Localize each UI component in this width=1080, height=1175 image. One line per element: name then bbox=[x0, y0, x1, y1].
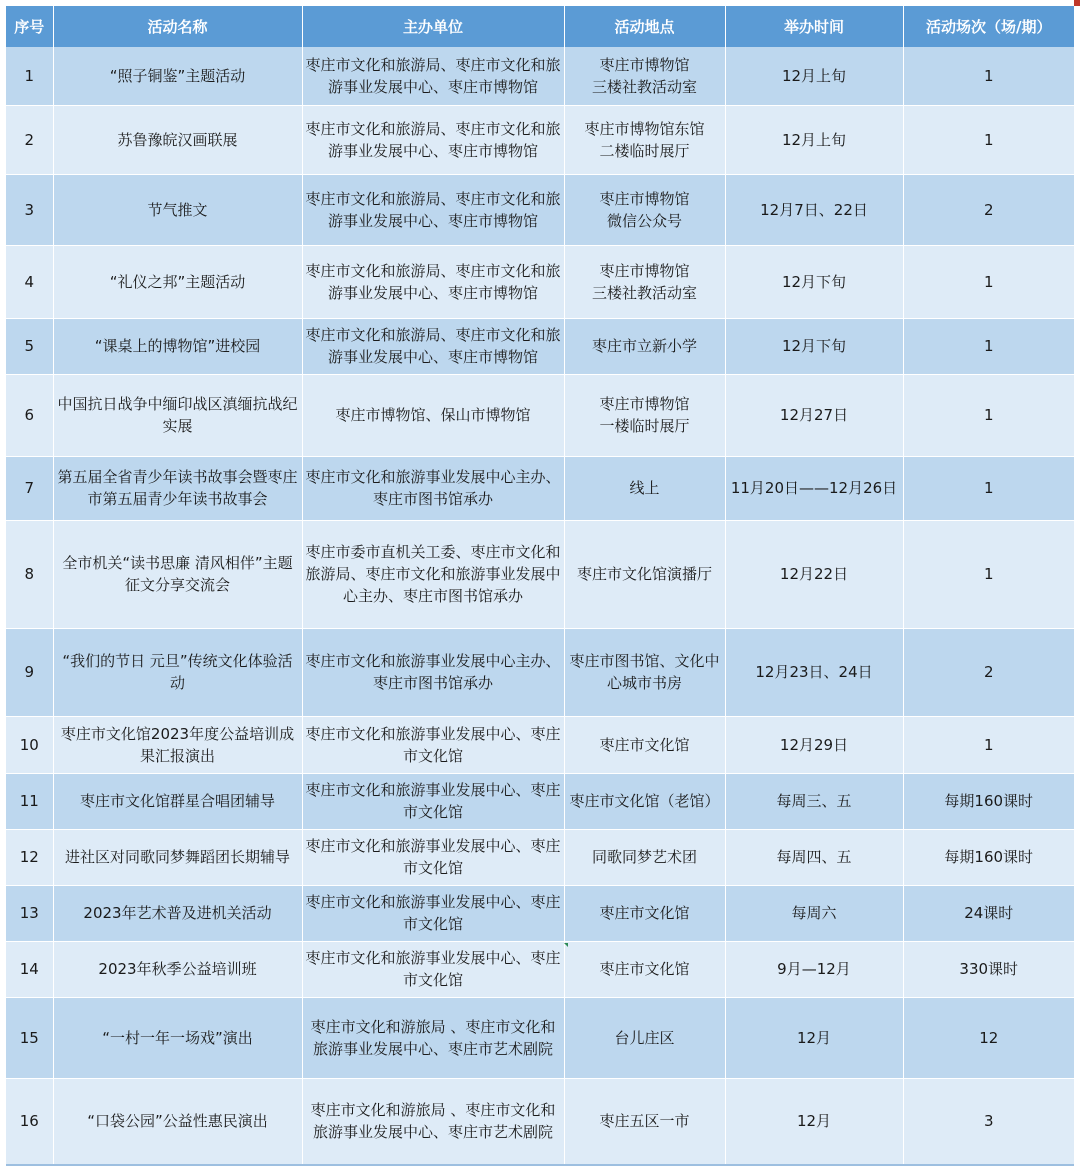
cell-no: 14 bbox=[6, 941, 53, 997]
cell-organizer: 枣庄市文化和旅游局、枣庄市文化和旅游事业发展中心、枣庄市博物馆 bbox=[302, 318, 564, 374]
table-row bbox=[6, 174, 1074, 245]
cell-venue: 枣庄市立新小学 bbox=[564, 318, 725, 374]
cell-sessions: 2 bbox=[903, 174, 1074, 245]
cell-venue: 同歌同梦艺术团 bbox=[564, 829, 725, 885]
cell-venue: 枣庄市文化馆（老馆） bbox=[564, 773, 725, 829]
header-sessions: 活动场次（场/期） bbox=[903, 6, 1074, 47]
cell-activity-name: “我们的节日 元旦”传统文化体验活动 bbox=[53, 628, 302, 716]
cell-venue: 枣庄市博物馆东馆 二楼临时展厅 bbox=[564, 105, 725, 174]
cell-activity-name: 2023年秋季公益培训班 bbox=[53, 941, 302, 997]
cell-venue: 枣庄市文化馆演播厅 bbox=[564, 520, 725, 628]
cell-activity-name: “礼仪之邦”主题活动 bbox=[53, 245, 302, 318]
cell-no: 3 bbox=[6, 174, 53, 245]
cell-no: 9 bbox=[6, 628, 53, 716]
cell-no: 12 bbox=[6, 829, 53, 885]
cell-activity-name: 枣庄市文化馆2023年度公益培训成果汇报演出 bbox=[53, 716, 302, 773]
table-row bbox=[6, 716, 1074, 773]
cell-organizer: 枣庄市文化和旅游事业发展中心主办、枣庄市图书馆承办 bbox=[302, 456, 564, 520]
table-row bbox=[6, 885, 1074, 941]
cell-sessions: 1 bbox=[903, 245, 1074, 318]
cell-organizer: 枣庄市文化和旅游事业发展中心、枣庄市文化馆 bbox=[302, 829, 564, 885]
cell-time: 每周六 bbox=[725, 885, 903, 941]
cell-no: 7 bbox=[6, 456, 53, 520]
table-row bbox=[6, 245, 1074, 318]
cell-time: 12月27日 bbox=[725, 374, 903, 456]
cell-venue: 枣庄市博物馆 微信公众号 bbox=[564, 174, 725, 245]
cell-organizer: 枣庄市文化和旅游局、枣庄市文化和旅游事业发展中心、枣庄市博物馆 bbox=[302, 47, 564, 105]
cell-no: 2 bbox=[6, 105, 53, 174]
cell-time: 12月23日、24日 bbox=[725, 628, 903, 716]
table-row bbox=[6, 997, 1074, 1078]
cell-time: 12月 bbox=[725, 997, 903, 1078]
cell-organizer: 枣庄市文化和旅游事业发展中心、枣庄市文化馆 bbox=[302, 941, 564, 997]
cell-venue: 枣庄五区一市 bbox=[564, 1078, 725, 1165]
cell-no: 1 bbox=[6, 47, 53, 105]
cell-activity-name: “照子铜鉴”主题活动 bbox=[53, 47, 302, 105]
cell-sessions: 1 bbox=[903, 374, 1074, 456]
cell-venue: 台儿庄区 bbox=[564, 997, 725, 1078]
cell-organizer: 枣庄市文化和旅游局、枣庄市文化和旅游事业发展中心、枣庄市博物馆 bbox=[302, 105, 564, 174]
cell-time: 12月22日 bbox=[725, 520, 903, 628]
cell-sessions: 每期160课时 bbox=[903, 773, 1074, 829]
cell-time: 12月上旬 bbox=[725, 47, 903, 105]
activity-table bbox=[6, 6, 1074, 1166]
table-row bbox=[6, 520, 1074, 628]
header-no: 序号 bbox=[6, 6, 53, 47]
header-time: 举办时间 bbox=[725, 6, 903, 47]
cell-venue: 枣庄市博物馆 三楼社教活动室 bbox=[564, 245, 725, 318]
cell-no: 4 bbox=[6, 245, 53, 318]
table-row bbox=[6, 773, 1074, 829]
cell-activity-name: 2023年艺术普及进机关活动 bbox=[53, 885, 302, 941]
cell-sessions: 1 bbox=[903, 520, 1074, 628]
cell-venue: 枣庄市博物馆 三楼社教活动室 bbox=[564, 47, 725, 105]
cell-sessions: 3 bbox=[903, 1078, 1074, 1165]
cell-no: 10 bbox=[6, 716, 53, 773]
cell-activity-name: “课桌上的博物馆”进校园 bbox=[53, 318, 302, 374]
cell-no: 16 bbox=[6, 1078, 53, 1165]
cell-organizer: 枣庄市文化和游旅局 、枣庄市文化和旅游事业发展中心、枣庄市艺术剧院 bbox=[302, 1078, 564, 1165]
cell-activity-name: “口袋公园”公益性惠民演出 bbox=[53, 1078, 302, 1165]
table-row bbox=[6, 318, 1074, 374]
table-row bbox=[6, 941, 1074, 997]
cell-activity-name: 中国抗日战争中缅印战区滇缅抗战纪实展 bbox=[53, 374, 302, 456]
cell-time: 11月20日——12月26日 bbox=[725, 456, 903, 520]
cell-activity-name: 第五届全省青少年读书故事会暨枣庄市第五届青少年读书故事会 bbox=[53, 456, 302, 520]
cell-sessions: 2 bbox=[903, 628, 1074, 716]
cell-no: 6 bbox=[6, 374, 53, 456]
cell-sessions: 330课时 bbox=[903, 941, 1074, 997]
cell-activity-name: “一村一年一场戏”演出 bbox=[53, 997, 302, 1078]
header-activity-name: 活动名称 bbox=[53, 6, 302, 47]
cell-venue: 枣庄市博物馆 一楼临时展厅 bbox=[564, 374, 725, 456]
cell-sessions: 1 bbox=[903, 318, 1074, 374]
cell-sessions: 每期160课时 bbox=[903, 829, 1074, 885]
cell-activity-name: 苏鲁豫皖汉画联展 bbox=[53, 105, 302, 174]
header-venue: 活动地点 bbox=[564, 6, 725, 47]
cell-organizer: 枣庄市委市直机关工委、枣庄市文化和旅游局、枣庄市文化和旅游事业发展中心主办、枣庄市图书馆承办 bbox=[302, 520, 564, 628]
cell-organizer: 枣庄市文化和旅游事业发展中心、枣庄市文化馆 bbox=[302, 773, 564, 829]
cell-venue: 枣庄市文化馆 bbox=[564, 941, 725, 997]
table-header-row bbox=[6, 6, 1074, 47]
cell-venue: 线上 bbox=[564, 456, 725, 520]
table-row bbox=[6, 628, 1074, 716]
cell-time: 9月—12月 bbox=[725, 941, 903, 997]
cell-time: 12月下旬 bbox=[725, 245, 903, 318]
cell-time: 12月29日 bbox=[725, 716, 903, 773]
cell-time: 12月 bbox=[725, 1078, 903, 1165]
cell-no: 15 bbox=[6, 997, 53, 1078]
table-row bbox=[6, 374, 1074, 456]
cell-sessions: 12 bbox=[903, 997, 1074, 1078]
cell-time: 12月下旬 bbox=[725, 318, 903, 374]
cell-no: 5 bbox=[6, 318, 53, 374]
cell-activity-name: 全市机关“读书思廉 清风相伴”主题征文分享交流会 bbox=[53, 520, 302, 628]
cell-organizer: 枣庄市文化和游旅局 、枣庄市文化和旅游事业发展中心、枣庄市艺术剧院 bbox=[302, 997, 564, 1078]
cell-sessions: 1 bbox=[903, 456, 1074, 520]
table-row bbox=[6, 105, 1074, 174]
cell-activity-name: 节气推文 bbox=[53, 174, 302, 245]
table-row bbox=[6, 47, 1074, 105]
cell-activity-name: 进社区对同歌同梦舞蹈团长期辅导 bbox=[53, 829, 302, 885]
cell-time: 12月上旬 bbox=[725, 105, 903, 174]
cell-time: 12月7日、22日 bbox=[725, 174, 903, 245]
cell-sessions: 1 bbox=[903, 105, 1074, 174]
cell-no: 11 bbox=[6, 773, 53, 829]
cell-marker bbox=[564, 943, 568, 947]
cell-organizer: 枣庄市文化和旅游事业发展中心、枣庄市文化馆 bbox=[302, 885, 564, 941]
table-body bbox=[6, 47, 1074, 1165]
cell-organizer: 枣庄市文化和旅游局、枣庄市文化和旅游事业发展中心、枣庄市博物馆 bbox=[302, 245, 564, 318]
table-row bbox=[6, 829, 1074, 885]
cell-sessions: 1 bbox=[903, 47, 1074, 105]
header-organizer: 主办单位 bbox=[302, 6, 564, 47]
cell-organizer: 枣庄市文化和旅游事业发展中心主办、枣庄市图书馆承办 bbox=[302, 628, 564, 716]
cell-no: 8 bbox=[6, 520, 53, 628]
corner-marker bbox=[1074, 0, 1080, 6]
cell-sessions: 1 bbox=[903, 716, 1074, 773]
cell-no: 13 bbox=[6, 885, 53, 941]
cell-venue: 枣庄市图书馆、文化中心城市书房 bbox=[564, 628, 725, 716]
cell-time: 每周四、五 bbox=[725, 829, 903, 885]
cell-venue: 枣庄市文化馆 bbox=[564, 885, 725, 941]
table-row bbox=[6, 456, 1074, 520]
cell-organizer: 枣庄市文化和旅游事业发展中心、枣庄市文化馆 bbox=[302, 716, 564, 773]
cell-sessions: 24课时 bbox=[903, 885, 1074, 941]
cell-venue: 枣庄市文化馆 bbox=[564, 716, 725, 773]
cell-organizer: 枣庄市文化和旅游局、枣庄市文化和旅游事业发展中心、枣庄市博物馆 bbox=[302, 174, 564, 245]
cell-time: 每周三、五 bbox=[725, 773, 903, 829]
cell-activity-name: 枣庄市文化馆群星合唱团辅导 bbox=[53, 773, 302, 829]
table-row bbox=[6, 1078, 1074, 1165]
cell-organizer: 枣庄市博物馆、保山市博物馆 bbox=[302, 374, 564, 456]
